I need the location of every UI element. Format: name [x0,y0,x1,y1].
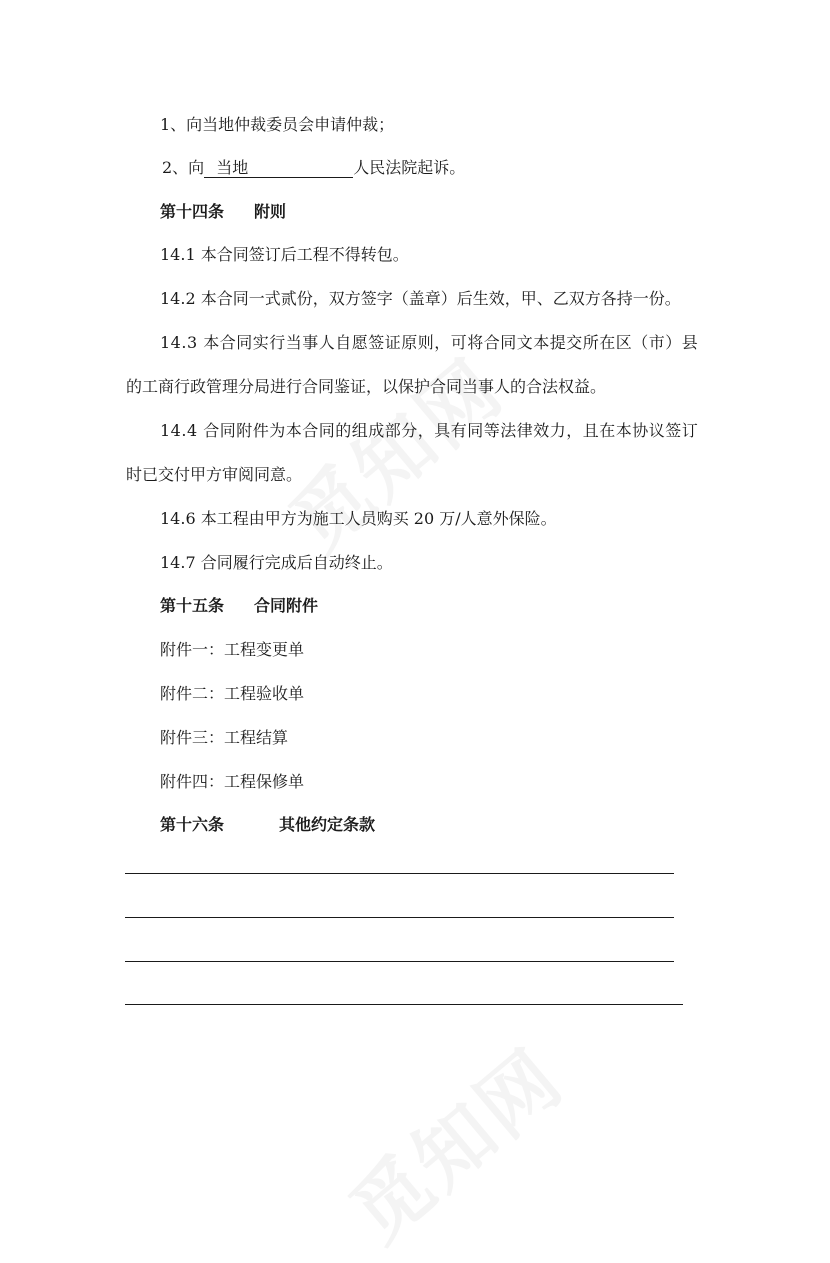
article15-number: 第十五条 [160,596,225,615]
blank-line [125,873,674,874]
court-blank-field [204,159,353,178]
article16-number: 第十六条 [160,815,225,834]
article16-title: 其他约定条款 [279,815,376,834]
clause-14-6: 14.6 本工程由甲方为施工人员购买 20 万/人意外保险。 [160,509,557,528]
clause-14-2: 14.2 本合同一式贰份，双方签字（盖章）后生效，甲、乙双方各持一份。 [160,289,681,308]
clause-14-1: 14.1 本合同签订后工程不得转包。 [160,245,409,264]
watermark [263,329,523,573]
article14-heading [160,202,286,222]
clause-14-4-line2: 时已交付甲方审阅同意。 [126,465,303,484]
watermark-bottom [323,1019,583,1263]
blank-line [125,917,674,918]
article16-heading [160,815,375,835]
article13-item1: 1、向当地仲裁委员会申请仲裁； [160,115,395,134]
article14-number: 第十四条 [160,202,225,221]
item2-prefix: 2、向 [162,158,205,177]
blank-line [125,1004,683,1005]
blank-line [125,961,674,962]
attachment-item: 附件一：工程变更单 [160,640,305,659]
clause-14-7: 14.7 合同履行完成后自动终止。 [160,553,393,572]
article15-title: 合同附件 [254,596,319,615]
item2-suffix: 人民法院起诉。 [353,158,466,177]
article14-title: 附则 [254,202,287,221]
clause-14-3-line2: 的工商行政管理分局进行合同鉴证，以保护合同当事人的合法权益。 [126,377,607,396]
attachment-item: 附件三：工程结算 [160,728,289,747]
court-blank-value: 当地 [216,158,249,177]
clause-14-3-line1: 14.3 本合同实行当事人自愿签证原则，可将合同文本提交所在区（市）县 [160,333,699,352]
clause-14-4-line1: 14.4 合同附件为本合同的组成部分，具有同等法律效力，且在本协议签订 [160,421,699,440]
attachment-item: 附件二：工程验收单 [160,684,305,703]
attachment-item: 附件四：工程保修单 [160,772,305,791]
article15-heading [160,596,318,616]
article13-item2 [162,158,465,178]
